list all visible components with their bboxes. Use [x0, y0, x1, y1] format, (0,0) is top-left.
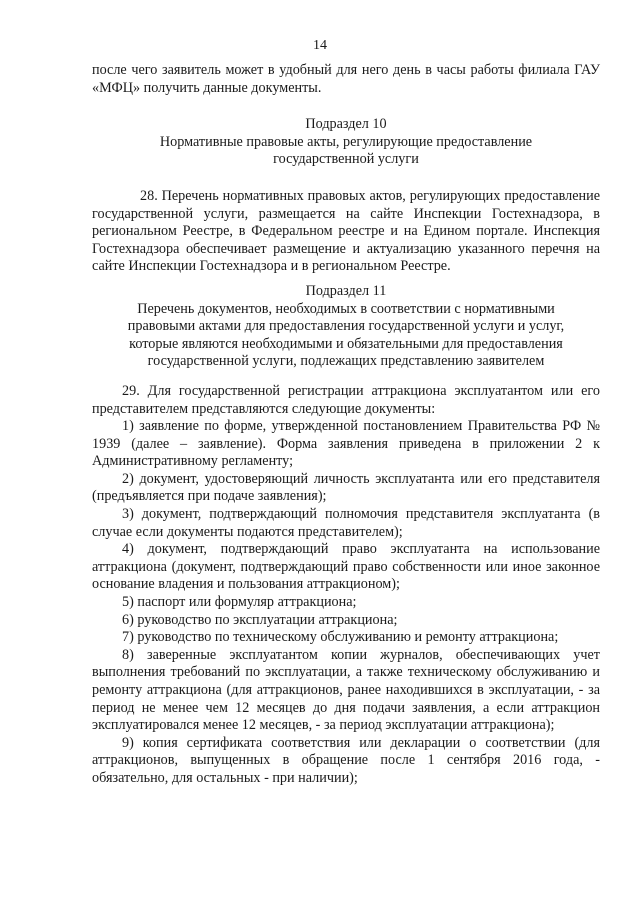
list-item: 8) заверенные эксплуатантом копии журналов, обеспечивающих учет выполнения требований по эксплуатации, а также техническому обслуживанию и ремонту аттракциона (для аттракционов, ранее находившихся в эксплуатации, - за период не менее чем 12 месяцев до дня подачи заявления, а если аттракцион эксплуатировался менее 12 месяцев, - за период эксплуатации аттракциона);: [92, 646, 600, 734]
subsection-10-title: Нормативные правовые акты, регулирующие предоставление государственной услуги: [159, 133, 533, 168]
list-item: 2) документ, удостоверяющий личность эксплуатанта или его представителя (предъявляется при подаче заявления);: [92, 470, 600, 505]
paragraph-28: 28. Перечень нормативных правовых актов, регулирующих предоставление государственной услуги, размещается на сайте Инспекции Гостехнадзора, в региональном Реестре, в Федеральном реестре и на Едином портале. Инспекция Гостехнадзора обеспечивает размещение и актуализацию указанного перечня на сайте Инспекции Гостехнадзора и в региональном Реестре.: [92, 187, 600, 275]
continuation-paragraph: после чего заявитель может в удобный для него день в часы работы филиала ГАУ «МФЦ» получить данные документы.: [92, 62, 600, 96]
list-item: 6) руководство по эксплуатации аттракциона;: [122, 611, 398, 628]
list-item: 3) документ, подтверждающий полномочия представителя эксплуатанта (в случае если документы подаются представителем);: [92, 506, 600, 540]
list-item: 7) руководство по техническому обслуживанию и ремонту аттракциона;: [122, 629, 559, 646]
list-item: 4) документ, подтверждающий право эксплуатанта на использование аттракциона (документ, подтверждающий право собственности или иное законное основание владения и пользования аттракционом);: [92, 541, 600, 593]
list-item: 5) паспорт или формуляр аттракциона;: [122, 594, 357, 611]
subsection-11-title: Перечень документов, необходимых в соответствии с нормативными правовыми актами для предоставления государственной услуги и услуг, которые являются необходимыми и обязательными для предоставления государственной услуги, подлежащих представлению заявителем: [127, 300, 565, 370]
page-number: 14: [313, 38, 327, 53]
list-item: 1) заявление по форме, утвержденной постановлением Правительства РФ № 1939 (далее – заявление). Форма заявления приведена в приложении 2 к Административному регламенту;: [92, 418, 600, 470]
subsection-10-label: Подраздел 10: [305, 116, 387, 133]
list-item: 9) копия сертификата соответствия или декларации о соответствии (для аттракционов, выпущенных в обращение после 1 сентября 2016 года, - обязательно, для остальных - при наличии);: [92, 734, 600, 786]
page-content: [92, 62, 600, 788]
paragraph-29-intro: 29. Для государственной регистрации аттракциона эксплуатантом или его представителем представляются следующие документы:: [92, 382, 600, 417]
subsection-11-label: Подраздел 11: [305, 282, 387, 299]
